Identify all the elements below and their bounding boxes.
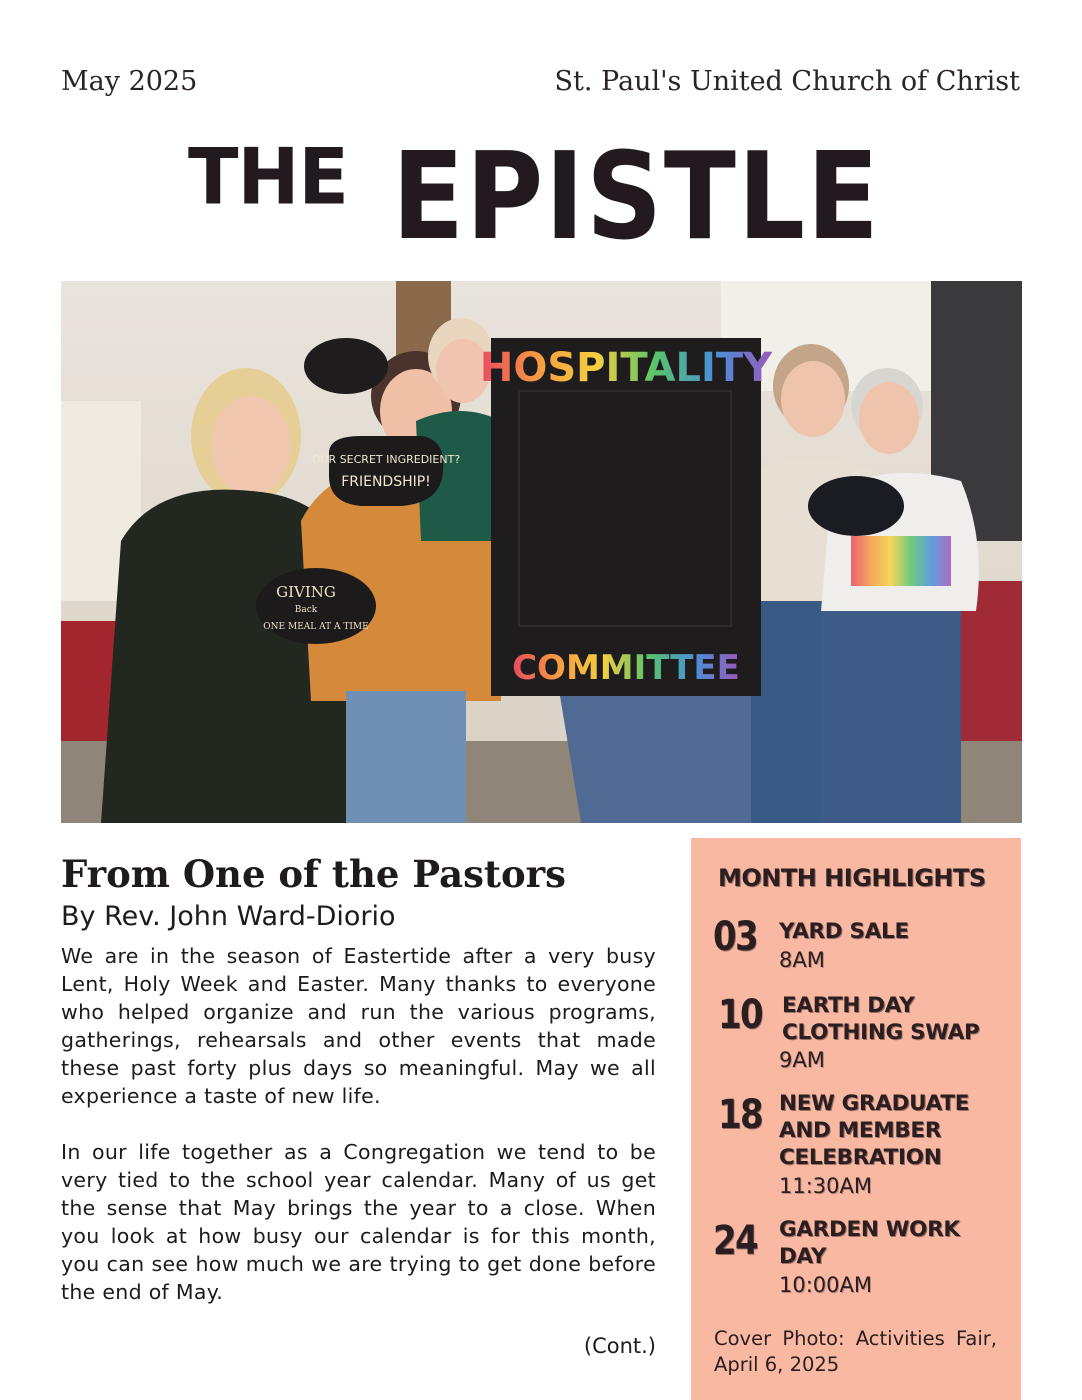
masthead-title: EPISTLE: [392, 128, 881, 267]
masthead-the: THE: [188, 131, 348, 223]
month-highlights-panel: [691, 838, 1021, 1400]
sign-1-line1: OUR SECRET INGREDIENT?: [311, 453, 461, 466]
highlight-name: NEW GRADUATE AND MEMBER CELEBRATION: [779, 1091, 970, 1170]
article-body: [61, 942, 656, 1306]
sign-2-line1: GIVING: [276, 583, 336, 601]
highlight-name: YARD SALE: [779, 919, 909, 944]
highlight-time: 11:30AM: [779, 1174, 873, 1198]
issue-date: May 2025: [61, 66, 198, 97]
highlight-time: 10:00AM: [779, 1273, 873, 1297]
highlight-day: 24: [713, 1218, 757, 1264]
masthead: [0, 120, 1082, 267]
highlight-time: 8AM: [779, 948, 825, 972]
article-continued: (Cont.): [583, 1334, 656, 1358]
highlight-name: EARTH DAY CLOTHING SWAP: [782, 993, 980, 1045]
cover-photo-caption: Cover Photo: Activities Fair, April 6, 2025: [714, 1327, 997, 1376]
highlight-day: 18: [718, 1092, 762, 1138]
article-paragraph: We are in the season of Eastertide after a very busy Lent, Holy Week and Easter. Many thanks to everyone who helped organize and run the various programs, gatherings, rehearsals and other events that made these past forty plus days so meaningful. May we all experience a taste of new life.: [61, 944, 656, 1108]
cover-photo: [61, 281, 1022, 823]
highlight-day: 10: [718, 992, 762, 1038]
sign-2-line2: Back: [294, 605, 318, 615]
article-paragraph: In our life together as a Congregation we tend to be very tied to the school year calendar. Many of us get the sense that May brings the year to a close. When you look at how busy our calendar is for this month, you can see how much we are trying to get done before the end of May.: [61, 1140, 656, 1304]
frame-top-text: HOSPITALITY: [479, 345, 773, 391]
highlight-name: GARDEN WORK DAY: [779, 1217, 960, 1269]
church-name: St. Paul's United Church of Christ: [554, 66, 1020, 97]
frame-bottom-text: COMMITTEE: [512, 648, 740, 688]
sign-1-line2: FRIENDSHIP!: [341, 474, 431, 490]
highlights-title: MONTH HIGHLIGHTS: [718, 864, 986, 892]
highlight-time: 9AM: [779, 1048, 825, 1072]
highlight-day: 03: [713, 914, 757, 960]
article-title: From One of the Pastors: [61, 852, 566, 896]
article-byline: By Rev. John Ward-Diorio: [61, 901, 396, 932]
pastor-article: [61, 852, 656, 1334]
sign-2-line3: ONE MEAL AT A TIME: [263, 622, 369, 632]
